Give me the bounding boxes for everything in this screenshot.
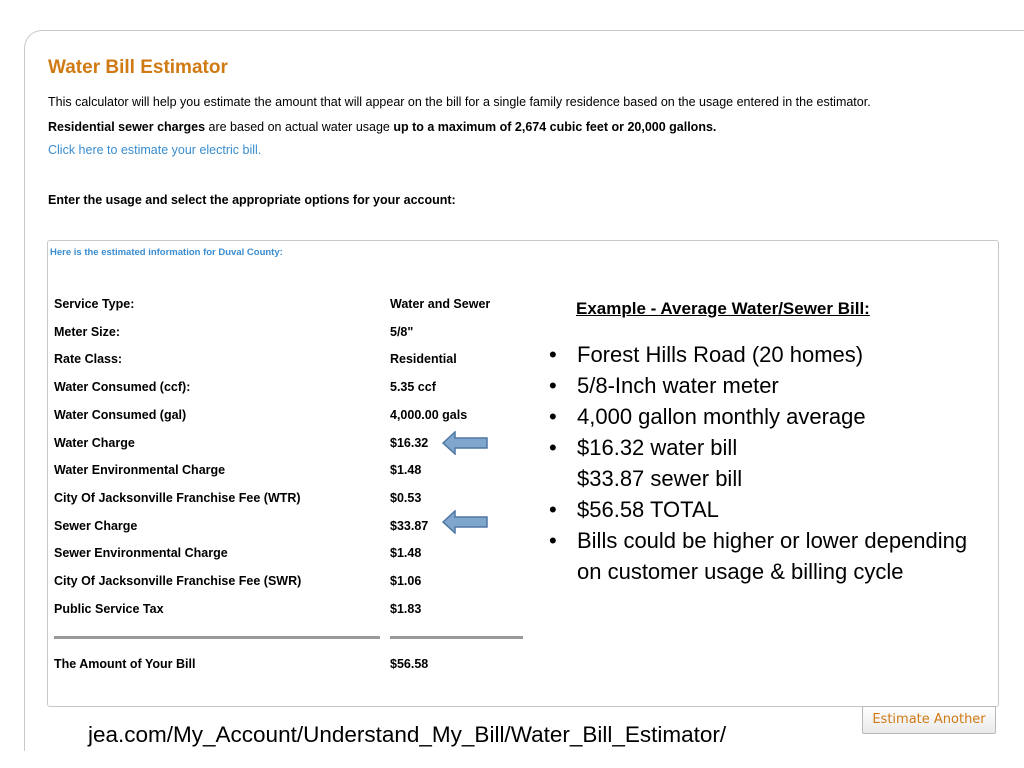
left-arrow-icon xyxy=(442,510,488,534)
total-divider-left xyxy=(54,636,380,639)
page-url: jea.com/My_Account/Understand_My_Bill/Water_Bill_Estimator/ xyxy=(88,722,727,747)
total-divider-right xyxy=(390,636,523,639)
results-heading: Here is the estimated information for Duval County: xyxy=(50,247,283,258)
list-item xyxy=(544,339,984,370)
row-value: $16.32 xyxy=(390,436,429,450)
intro-text: This calculator will help you estimate the amount that will appear on the bill for a single family residence based on the usage entered in the estimator. xyxy=(48,95,871,109)
sewer-note-bold: Residential sewer charges xyxy=(48,120,206,134)
estimate-another-button[interactable]: Estimate Another xyxy=(862,706,996,734)
electric-bill-link[interactable]: Click here to estimate your electric bill. xyxy=(48,143,262,157)
row-value: $1.83 xyxy=(390,602,422,616)
row-value: Water and Sewer xyxy=(390,297,491,311)
row-value: $33.87 xyxy=(390,519,429,533)
row-label: Service Type: xyxy=(54,297,135,311)
row-label: Water Charge xyxy=(54,436,135,450)
bullet: • xyxy=(549,497,557,522)
page-title: Water Bill Estimator xyxy=(48,57,228,78)
bullet: • xyxy=(549,342,557,367)
row-label: Sewer Charge xyxy=(54,519,138,533)
list-item xyxy=(544,401,984,432)
list-item-text: 5/8-Inch water meter xyxy=(577,373,779,398)
list-item-text: Forest Hills Road (20 homes) xyxy=(577,342,864,367)
list-item xyxy=(544,370,984,401)
row-label: Water Consumed (gal) xyxy=(54,408,187,422)
row-value: $1.48 xyxy=(390,546,422,560)
list-item-text: Bills could be higher or lower depending on customer usage & billing cycle xyxy=(577,528,968,584)
list-item xyxy=(544,494,984,525)
bullet: • xyxy=(549,373,557,398)
sewer-note-limit: up to a maximum of 2,674 cubic feet or 20,000 gallons. xyxy=(393,120,717,134)
total-value: $56.58 xyxy=(390,657,429,671)
bullet: • xyxy=(549,435,557,460)
row-value: $0.53 xyxy=(390,491,422,505)
list-item xyxy=(544,525,984,587)
list-item-continued xyxy=(544,463,984,494)
row-label: Sewer Environmental Charge xyxy=(54,546,228,560)
row-value: $1.06 xyxy=(390,574,422,588)
list-item-text: 4,000 gallon monthly average xyxy=(577,404,866,429)
row-label: Water Consumed (ccf): xyxy=(54,380,191,394)
row-label: Meter Size: xyxy=(54,325,120,339)
row-label: Rate Class: xyxy=(54,352,123,366)
example-title: Example - Average Water/Sewer Bill: xyxy=(576,299,870,318)
bullet: • xyxy=(549,404,557,429)
left-arrow-icon xyxy=(442,431,488,455)
row-value: 5/8" xyxy=(390,325,414,339)
list-item-text: $16.32 water bill xyxy=(577,435,738,460)
row-value: 5.35 ccf xyxy=(390,380,436,394)
row-value: $1.48 xyxy=(390,463,422,477)
list-item-text: $33.87 sewer bill xyxy=(577,466,743,491)
sewer-note-mid: are based on actual water usage xyxy=(205,120,394,134)
results-panel xyxy=(47,240,999,707)
sewer-note xyxy=(48,120,716,134)
total-label: The Amount of Your Bill xyxy=(54,657,196,671)
example-list xyxy=(544,339,984,587)
row-label: Public Service Tax xyxy=(54,602,164,616)
bullet: • xyxy=(549,528,557,553)
list-item-text: $56.58 TOTAL xyxy=(577,497,719,522)
row-label: Water Environmental Charge xyxy=(54,463,226,477)
row-label: City Of Jacksonville Franchise Fee (SWR) xyxy=(54,574,302,588)
row-value: Residential xyxy=(390,352,457,366)
list-item xyxy=(544,432,984,463)
row-label: City Of Jacksonville Franchise Fee (WTR) xyxy=(54,491,301,505)
enter-usage-heading: Enter the usage and select the appropriate options for your account: xyxy=(48,193,456,207)
row-value: 4,000.00 gals xyxy=(390,408,468,422)
